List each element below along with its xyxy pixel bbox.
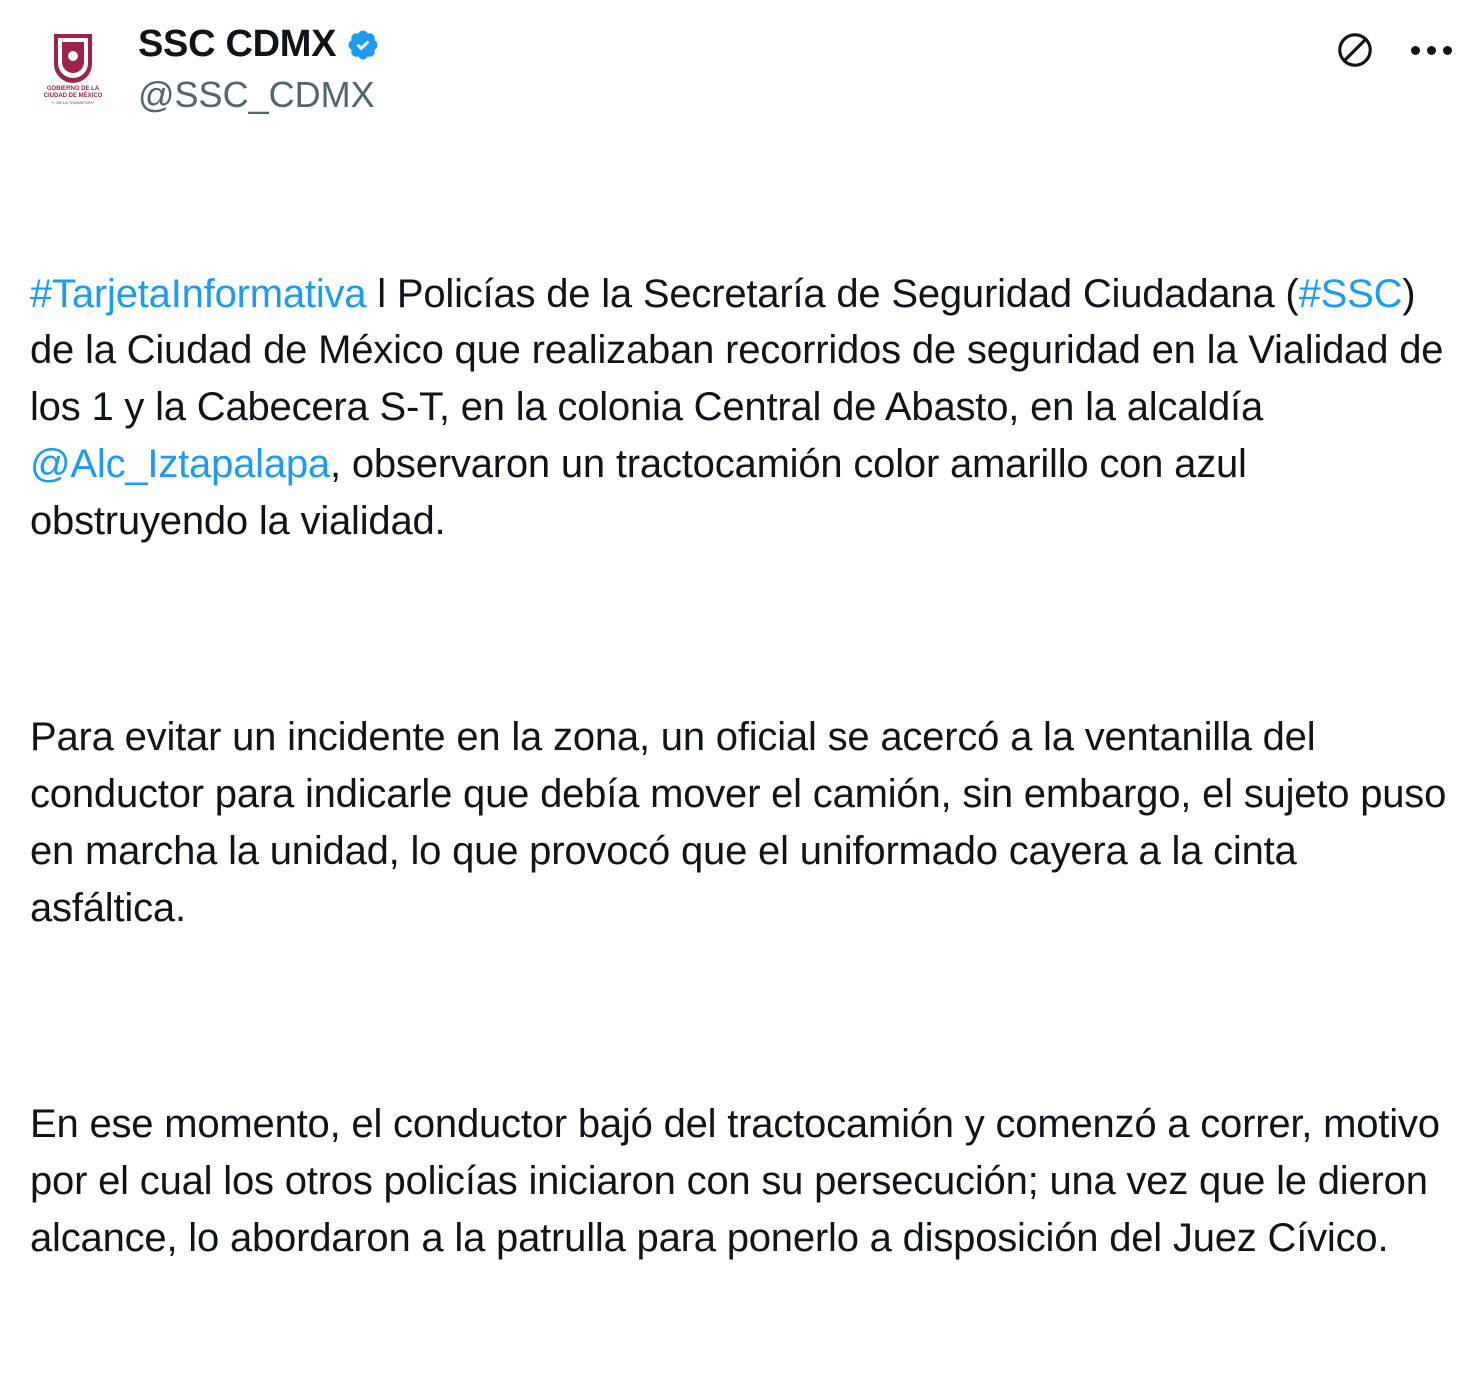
- verified-badge-icon: [346, 28, 380, 62]
- tweet-link[interactable]: #TarjetaInformativa: [30, 271, 367, 316]
- tweet-link[interactable]: @Alc_Iztapalapa: [30, 441, 331, 486]
- display-name[interactable]: SSC CDMX: [138, 23, 337, 65]
- grok-icon[interactable]: [1333, 28, 1377, 72]
- svg-text:CIUDAD DE MÉXICO: CIUDAD DE MÉXICO: [43, 93, 103, 99]
- tweet-paragraph: #TarjetaInformativa l Policías de la Secretaría de Seguridad Ciudadana (#SSC) de la Ciudad de México que realizaban recorridos de seguridad en la Vialidad de los 1 y la Cabecera S-T, en la colonia Central de Abasto, en la alcaldía @Alc_Iztapalapa, observaron un tractocamión color amarillo con azul obstruyendo la vialidad.: [30, 271, 1455, 543]
- account-identity: [138, 18, 380, 117]
- header-actions: [1333, 28, 1452, 72]
- account-handle[interactable]: @SSC_CDMX: [138, 73, 375, 115]
- svg-text:CAPITAL DE LA TRANSFORMACIÓN: CAPITAL DE LA TRANSFORMACIÓN: [39, 100, 107, 105]
- more-options-icon[interactable]: [1411, 46, 1452, 55]
- avatar[interactable]: [30, 22, 116, 108]
- svg-text:GOBIERNO DE LA: GOBIERNO DE LA: [46, 86, 100, 92]
- tweet-paragraph: Para evitar un incidente en la zona, un oficial se acercó a la ventanilla del conductor para indicarle que debía mover el camión, sin embargo, el sujeto puso en marcha la unidad, lo que provocó que el uniformado cayera a la cinta asfáltica.: [30, 715, 1458, 930]
- tweet-link[interactable]: #SSC: [1298, 271, 1403, 316]
- tweet-header: [30, 18, 1452, 118]
- tweet-paragraph: En ese momento, el conductor bajó del tractocamión y comenzó a correr, motivo por el cual los otros policías iniciaron con su persecución; una vez que le dieron alcance, lo abordaron a la patrulla para ponerlo a disposición del Juez Cívico.: [30, 1101, 1451, 1260]
- display-name-row: [138, 24, 380, 66]
- tweet-text: [30, 152, 1458, 1380]
